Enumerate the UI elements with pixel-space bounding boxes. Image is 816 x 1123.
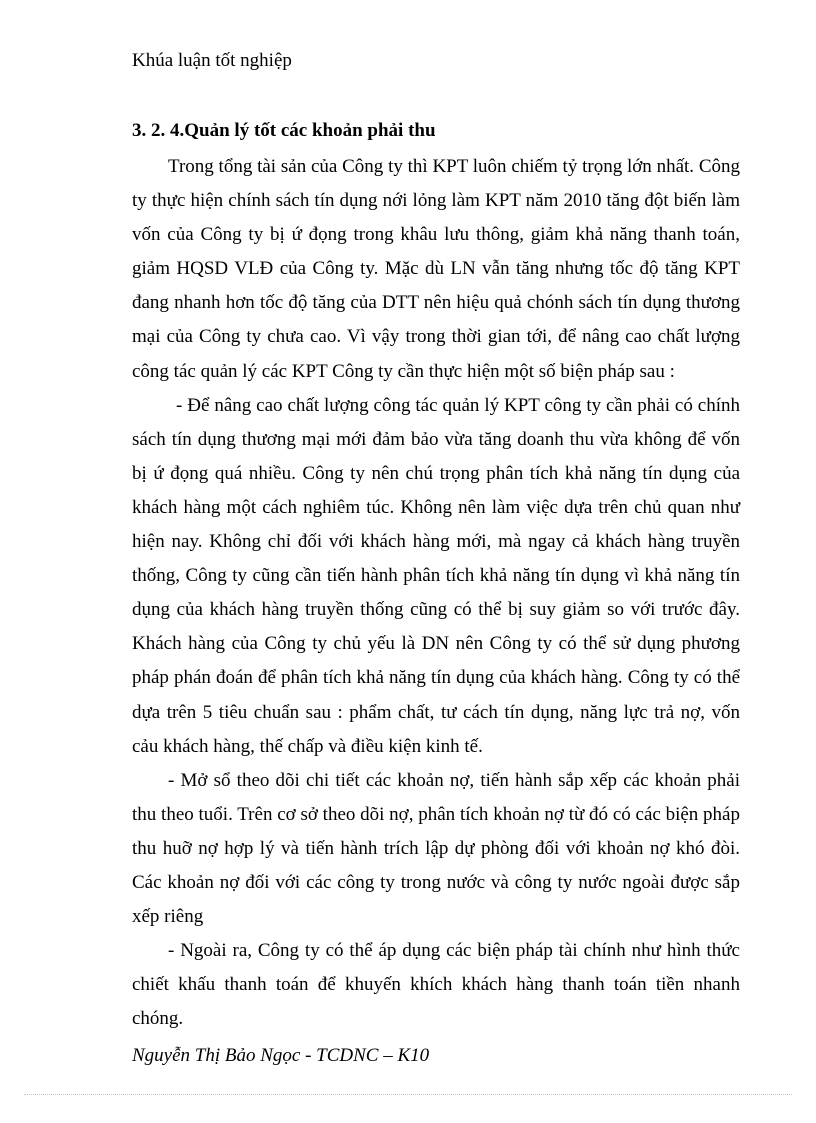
paragraph-bullet-credit-policy: - Để nâng cao chất lượng công tác quản lý KPT công ty cần phải có chính sách tín dụng thương mại mới đảm bảo vừa tăng doanh thu vừa không để vốn bị ứ đọng quá nhiều. Công ty nên chú trọng phân tích khả năng tín dụng của khách hàng một cách nghiêm túc. Không nên làm việc dựa trên chủ quan như hiện nay. Không chỉ đối với khách hàng mới, mà ngay cả khách hàng truyền thống, Công ty cũng cần tiến hành phân tích khả năng tín dụng vì khả năng tín dụng của khách hàng truyền thống cũng có thể bị suy giảm so với trước đây. Khách hàng của Công ty chủ yếu là DN nên Công ty có thể sử dụng phương pháp phán đoán để phân tích khả năng tín dụng của khách hàng. Công ty có thể dựa trên 5 tiêu chuẩn sau : phẩm chất, tư cách tín dụng, năng lực trả nợ, vốn cảu khách hàng, thế chấp và điều kiện kinh tế. bbox=[132, 394, 740, 757]
section-heading: 3. 2. 4.Quản lý tốt các khoản phải thu bbox=[132, 120, 436, 141]
paragraph-bullet-discount: - Ngoài ra, Công ty có thể áp dụng các biện pháp tài chính như hình thức chiết khấu thanh toán để khuyến khích khách hàng thanh toán tiền nhanh chóng. bbox=[132, 940, 740, 1030]
paragraph-intro: Trong tổng tài sản của Công ty thì KPT luôn chiếm tỷ trọng lớn nhất. Công ty thực hiện chính sách tín dụng nới lỏng làm KPT năm 2010 tăng đột biến làm vốn của Công ty bị ứ đọng trong khâu lưu thông, giảm khả năng thanh toán, giảm HQSD VLĐ của Công ty. Mặc dù LN vẫn tăng nhưng tốc độ tăng KPT đang nhanh hơn tốc độ tăng của DTT nên hiệu quả chónh sách tín dụng thương mại của Công ty chưa cao. Vì vậy trong thời gian tới, để nâng cao chất lượng công tác quản lý các KPT Công ty cần thực hiện một số biện pháp sau : bbox=[132, 156, 740, 382]
page-footer: Nguyễn Thị Bảo Ngọc - TCDNC – K10 bbox=[132, 1045, 430, 1066]
page-header: Khúa luận tốt nghiệp bbox=[132, 50, 292, 71]
section-body bbox=[132, 150, 740, 1036]
footer-divider bbox=[24, 1094, 792, 1095]
paragraph-bullet-debt-tracking: - Mở sổ theo dõi chi tiết các khoản nợ, tiến hành sắp xếp các khoản phải thu theo tuổi. Trên cơ sở theo dõi nợ, phân tích khoản nợ từ đó có các biện pháp thu huỡ nợ hợp lý và tiến hành trích lập dự phòng đối với khoản nợ khó đòi. Các khoản nợ đối với các công ty trong nước và công ty nước ngoài được sắp xếp riêng bbox=[132, 769, 740, 928]
